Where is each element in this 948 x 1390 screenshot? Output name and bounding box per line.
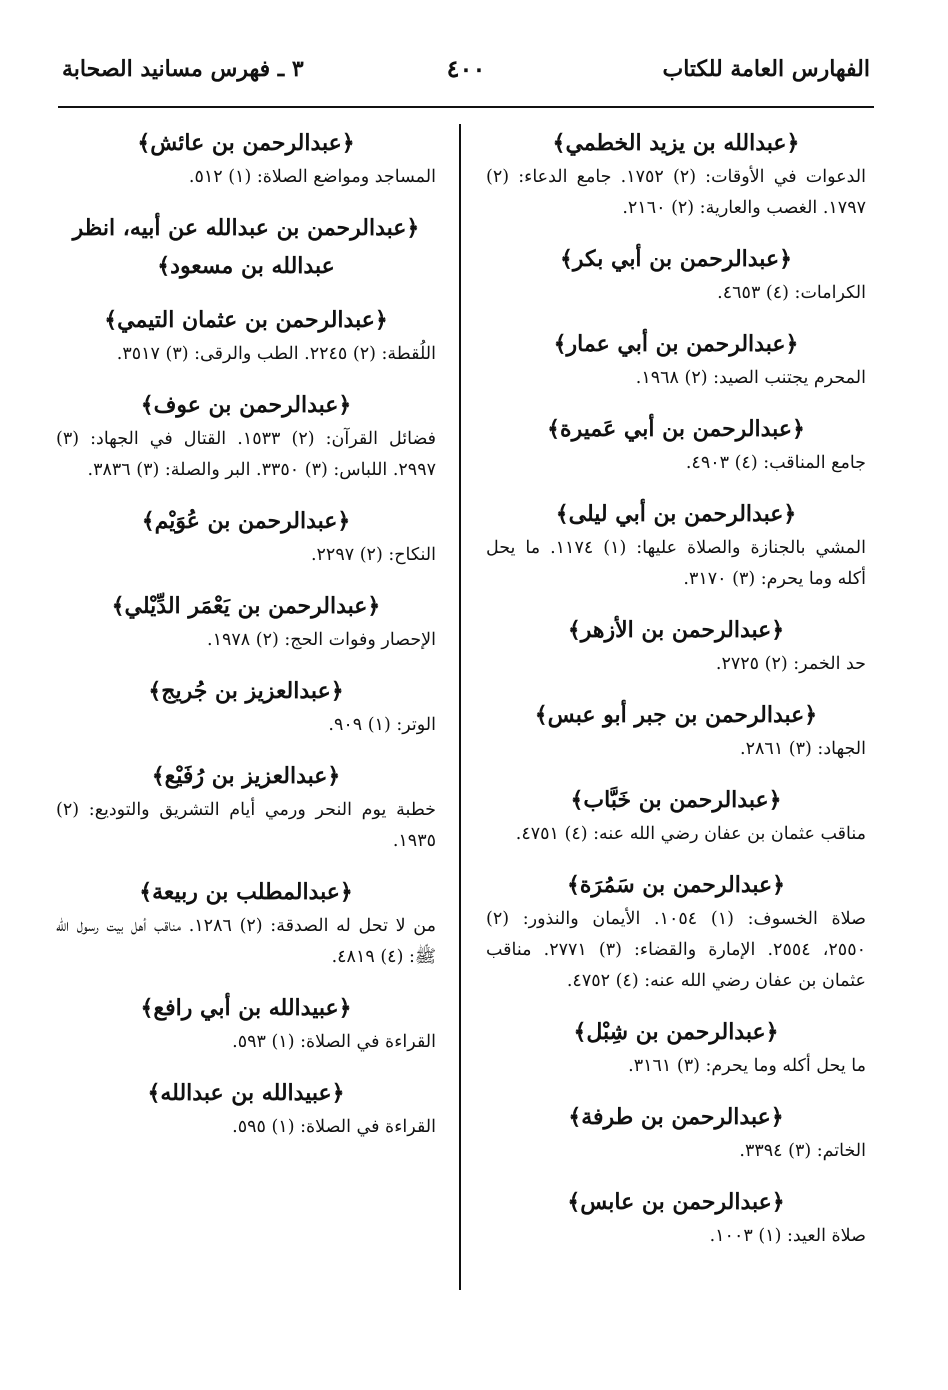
entry-body: مناقب عثمان بن عفان رضي الله عنه: (٤) ٤٧٥١.	[515, 824, 866, 844]
index-entry	[56, 124, 436, 193]
index-entry	[486, 410, 866, 479]
entry-title: ﴿عبدالرحمن بن عابس﴾	[567, 1189, 785, 1215]
index-entry	[486, 611, 866, 680]
entry-body: المحرم يجتنب الصيد: (٢) ١٩٦٨.	[635, 368, 866, 388]
entry-body: صلاة الخسوف: (١) ١٠٥٤. الأيمان والنذور: (٢) ٢٥٥٠، ٢٥٥٤. الإمارة والقضاء: (٣) ٢٧٧١. مناقب عثمان بن عفان رضي الله عنه: (٤) ٤٧٥٢.	[486, 909, 866, 991]
entry-title: ﴿عبدالرحمن بن أبي عمار﴾	[553, 331, 799, 357]
entry-body: ما يحل أكله وما يحرم: (٣) ٣١٦١.	[628, 1056, 866, 1076]
entry-title: ﴿عبدالعزيز بن جُريج﴾	[148, 678, 344, 704]
index-entry	[486, 1183, 866, 1252]
entry-title: ﴿عبدالمطلب بن ربيعة﴾	[139, 879, 353, 905]
entry-body: اللُقطة: (٢) ٢٢٤٥. الطب والرقى: (٣) ٣٥١٧.	[116, 344, 436, 364]
index-entry	[486, 866, 866, 997]
entry-title: ﴿عبدالرحمن بن عُوَيْم﴾	[141, 508, 351, 534]
entry-title: ﴿عبدالرحمن بن جبر أبو عبس﴾	[534, 702, 818, 728]
entry-title: ﴿عبدالرحمن بن أبي عَميرة﴾	[547, 416, 805, 442]
entry-title: ﴿عبدالرحمن بن أبي ليلى﴾	[555, 501, 797, 527]
index-entry	[56, 502, 436, 571]
entry-body: الجهاد: (٣) ٢٨٦١.	[740, 739, 866, 759]
entry-title: ﴿عبدالرحمن بن الأزهر﴾	[567, 617, 785, 643]
index-entry	[486, 1013, 866, 1082]
index-entry	[486, 696, 866, 765]
entry-title: ﴿عبدالرحمن بن عوف﴾	[140, 392, 352, 418]
index-entry	[56, 672, 436, 741]
entry-body: المساجد ومواضع الصلاة: (١) ٥١٢.	[188, 167, 436, 187]
entry-body: حد الخمر: (٢) ٢٧٢٥.	[715, 654, 866, 674]
entry-title: ﴿عبدالعزيز بن رُفَيْع﴾	[151, 763, 341, 789]
entry-body: الوتر: (١) ٩٠٩.	[328, 715, 436, 735]
entry-title: ﴿عبدالرحمن بن سَمُرَة﴾	[566, 872, 786, 898]
entry-title: ﴿عبدالرحمن بن عائش﴾	[137, 130, 355, 156]
index-entry	[486, 325, 866, 394]
index-entry	[486, 124, 866, 224]
book-index-title: الفهارس العامة للكتاب	[662, 56, 870, 82]
entry-body: من لا تحل له الصدقة: (٢) ١٢٨٦. مناقب أهل بيت رسول الله ﷺ: (٤) ٤٨١٩.	[56, 916, 436, 967]
index-entry	[56, 587, 436, 656]
entry-body: الإحصار وفوات الحج: (٢) ١٩٧٨.	[207, 630, 436, 650]
entry-title: ﴿عبدالرحمن بن يَعْمَر الدِّيْلي﴾	[111, 593, 381, 619]
entry-body: الكرامات: (٤) ٤٦٥٣.	[717, 283, 866, 303]
index-entry	[56, 386, 436, 486]
index-entry	[486, 495, 866, 595]
entry-body: جامع المناقب: (٤) ٤٩٠٣.	[685, 453, 866, 473]
index-entry	[56, 301, 436, 370]
entry-title: ﴿عبدالرحمن بن شِبْل﴾	[573, 1019, 779, 1045]
index-entry	[56, 757, 436, 857]
index-entry	[486, 1098, 866, 1167]
entry-title: ﴿عبدالرحمن بن أبي بكر﴾	[560, 246, 792, 272]
right-column	[486, 124, 866, 1268]
index-entry	[486, 781, 866, 850]
entry-body: خطبة يوم النحر ورمي أيام التشريق والتوديع: (٢) ١٩٣٥.	[56, 800, 436, 851]
entry-body: النكاح: (٢) ٢٢٩٧.	[310, 545, 436, 565]
index-entry	[486, 240, 866, 309]
page-number: ٤٠٠	[446, 54, 486, 83]
entry-body: الدعوات في الأوقات: (٢) ١٧٥٢. جامع الدعاء: (٢) ١٧٩٧. الغصب والعارية: (٢) ٢١٦٠.	[486, 167, 866, 218]
index-entry	[56, 989, 436, 1058]
entry-title: ﴿عبدالرحمن بن خَبَّاب﴾	[570, 787, 782, 813]
entry-body: الخاتم: (٣) ٣٣٩٤.	[739, 1141, 866, 1161]
entry-body: صلاة العيد: (١) ١٠٠٣.	[709, 1226, 866, 1246]
entry-body: القراءة في الصلاة: (١) ٥٩٥.	[232, 1117, 436, 1137]
entry-title: ﴿عبيدالله بن أبي رافع﴾	[140, 995, 352, 1021]
page-header	[62, 50, 870, 96]
index-entry	[56, 1074, 436, 1143]
entry-title: ﴿عبدالرحمن بن عبدالله عن أبيه، انظر عبدالله بن مسعود﴾	[72, 215, 420, 279]
left-column	[56, 124, 436, 1159]
index-entry	[56, 209, 436, 285]
section-title: ٣ ـ فهرس مسانيد الصحابة	[62, 56, 304, 82]
entry-body: القراءة في الصلاة: (١) ٥٩٣.	[232, 1032, 436, 1052]
entry-body: المشي بالجنازة والصلاة عليها: (١) ١١٧٤. ما يحل أكله وما يحرم: (٣) ٣١٧٠.	[486, 538, 866, 589]
header-rule	[58, 106, 874, 108]
index-entry	[56, 873, 436, 973]
column-divider	[459, 124, 461, 1290]
entry-title: ﴿عبدالرحمن بن عثمان التيمي﴾	[104, 307, 388, 333]
entry-title: ﴿عبدالله بن يزيد الخطمي﴾	[552, 130, 800, 156]
entry-title: ﴿عبدالرحمن بن طرفة﴾	[568, 1104, 784, 1130]
entry-body: فضائل القرآن: (٢) ١٥٣٣. القتال في الجهاد: (٣) ٢٩٩٧. اللباس: (٣) ٣٣٥٠. البر والصلة: (٣) ٣٨٣٦.	[56, 429, 437, 480]
entry-title: ﴿عبيدالله بن عبدالله﴾	[147, 1080, 345, 1106]
